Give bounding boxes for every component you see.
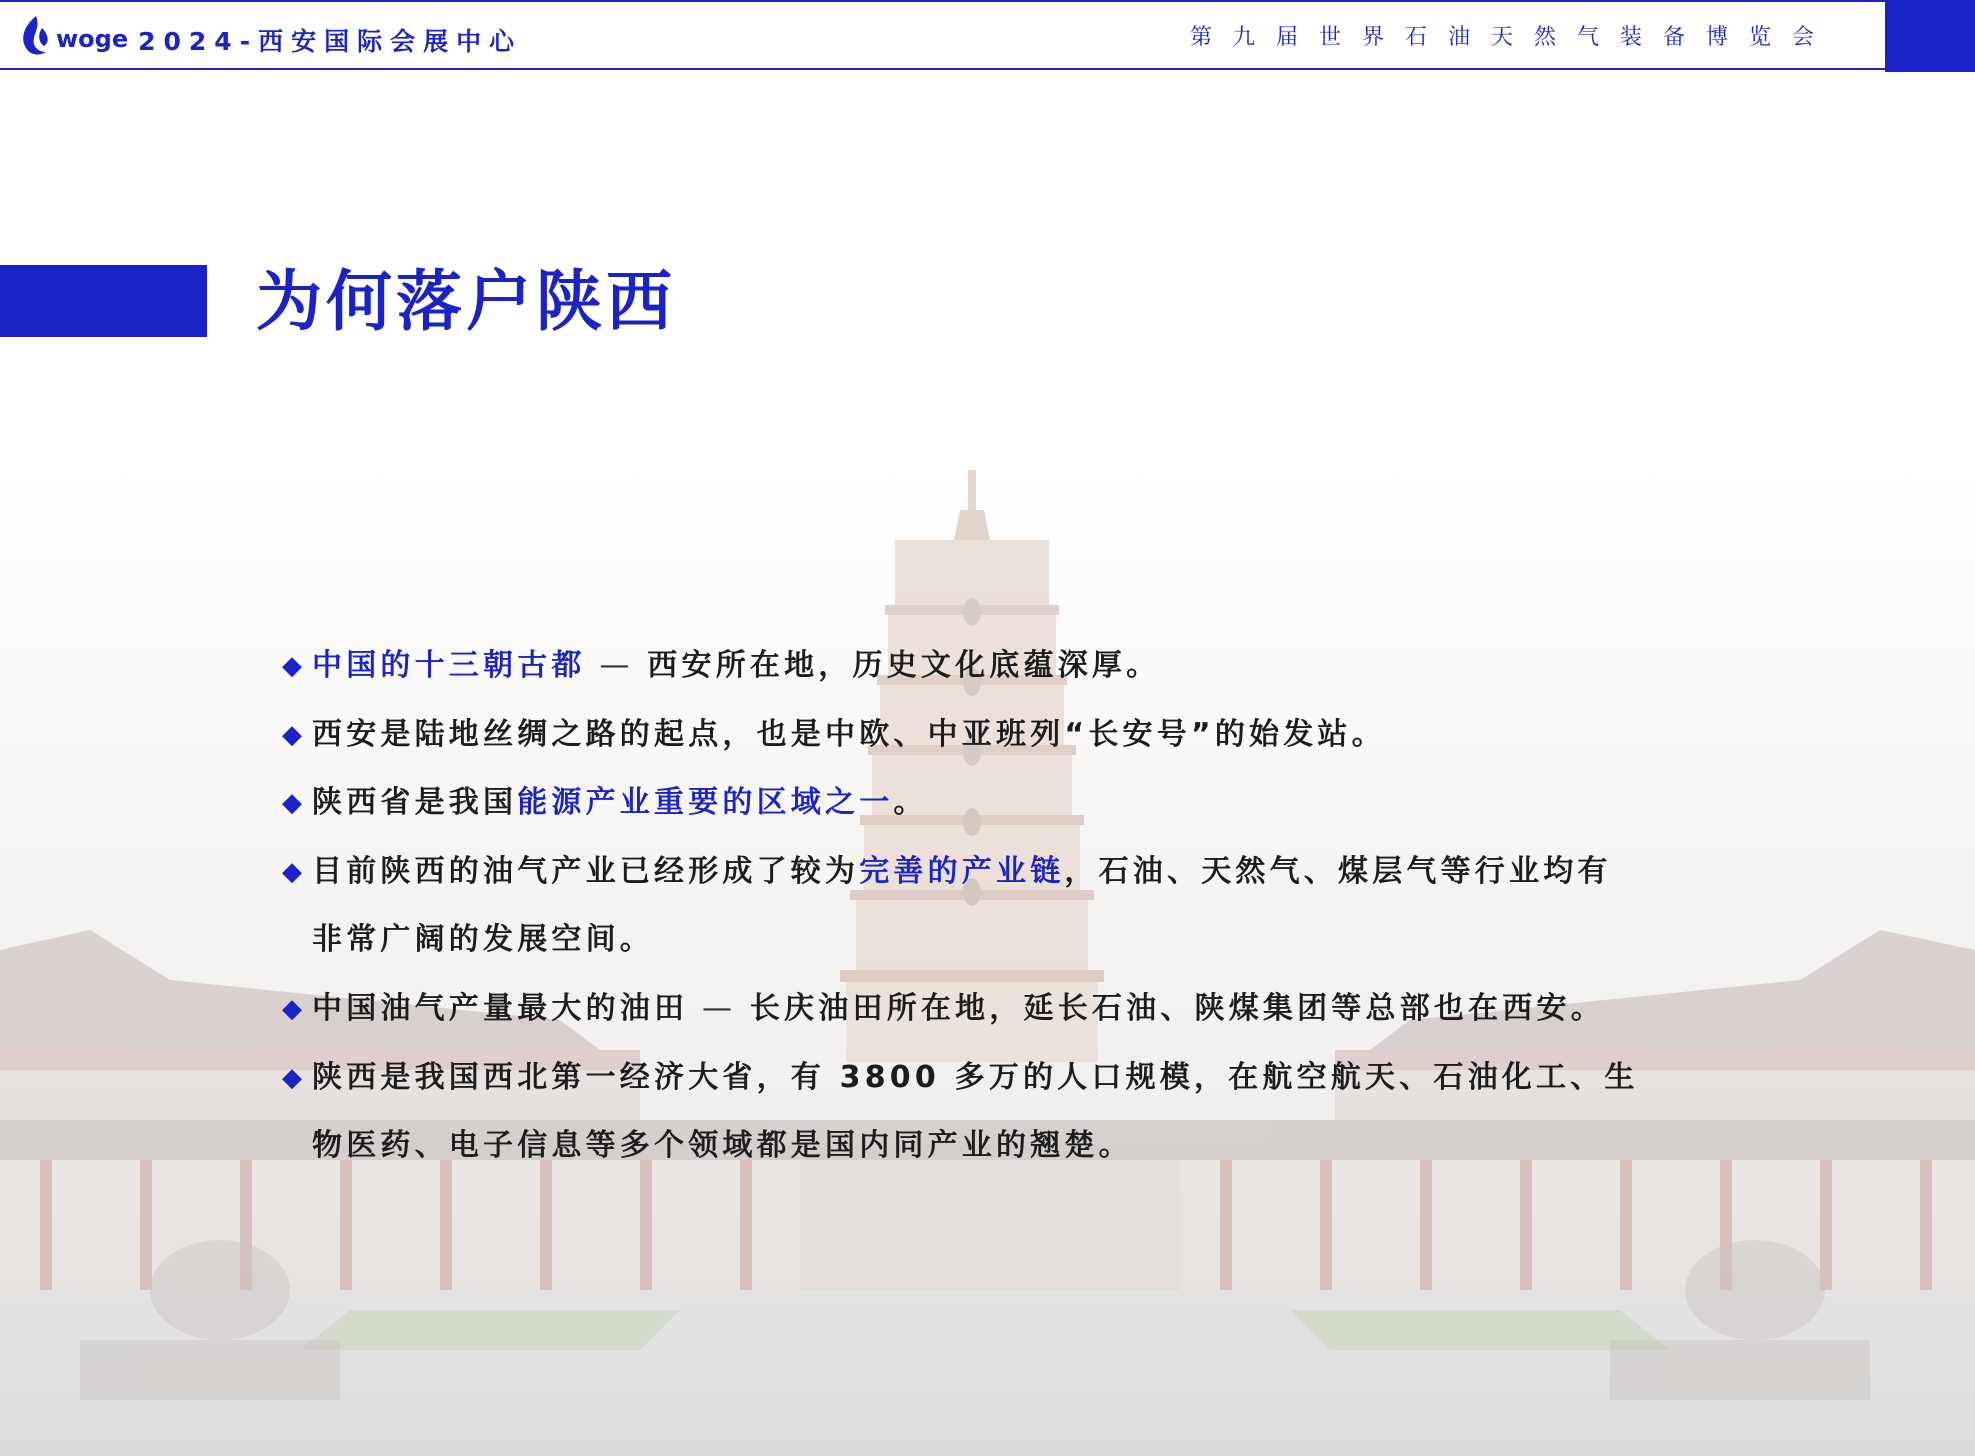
bullet-item (278, 701, 1728, 770)
title-accent-bar (0, 265, 207, 337)
diamond-bullet-icon: ◆ (282, 719, 307, 750)
bullet-text: 长庆油田所在地，延长石油、陕煤集团等总部也在西安。 (749, 990, 1605, 1026)
bullet-text: 陕西省是我国 (312, 785, 518, 821)
bullet-text: 陕西是我国西北第一经济大省，有 3800 多万的人口规模，在航空航天、石油化工、生 (312, 1059, 1639, 1095)
bullet-text: 西安是陆地丝绸之路的起点，也是中欧、中亚班列“长安号”的始发站。 (312, 716, 1386, 752)
bullet-item (278, 838, 1728, 975)
diamond-bullet-icon: ◆ (282, 856, 307, 887)
bullet-text-continued: 物医药、电子信息等多个领域都是国内同产业的翘楚。 (312, 1128, 1133, 1164)
bullet-item (278, 769, 1728, 838)
brand-lockup (16, 14, 522, 58)
bullet-item (278, 1044, 1728, 1181)
dash-separator: — (585, 648, 648, 683)
bullet-item (278, 975, 1728, 1044)
brand-venue-text: 2024-西安国际会展中心 (138, 27, 523, 56)
page-title: 为何落户陕西 (256, 263, 676, 340)
bullet-text-continued: 非常广阔的发展空间。 (312, 922, 654, 958)
bullet-text: 中国油气产量最大的油田 (312, 990, 689, 1026)
brand-wordmark: woge (56, 25, 129, 53)
highlight-text: 能源产业重要的区域之一 (517, 785, 894, 821)
bullet-text: 。 (893, 785, 928, 821)
flame-logo-icon (16, 14, 54, 58)
bullet-list (278, 632, 1728, 1181)
bullet-item (278, 632, 1728, 701)
highlight-text: 中国的十三朝古都 (312, 648, 586, 683)
diamond-bullet-icon: ◆ (282, 651, 307, 681)
diamond-bullet-icon: ◆ (282, 788, 307, 819)
bullet-text: ，石油、天然气、煤层气等行业均有 (1064, 853, 1612, 889)
highlight-text: 完善的产业链 (859, 853, 1065, 889)
bullet-text: 目前陕西的油气产业已经形成了较为 (312, 853, 860, 889)
dash-separator: — (688, 990, 750, 1026)
diamond-bullet-icon: ◆ (282, 1062, 307, 1093)
header-corner-block (1885, 2, 1975, 72)
bullet-text: 西安所在地，历史文化底蕴深厚。 (647, 648, 1161, 683)
diamond-bullet-icon: ◆ (282, 993, 307, 1024)
expo-name: 第九届世界石油天然气装备博览会 (1189, 25, 1835, 50)
page-header (0, 0, 1975, 70)
